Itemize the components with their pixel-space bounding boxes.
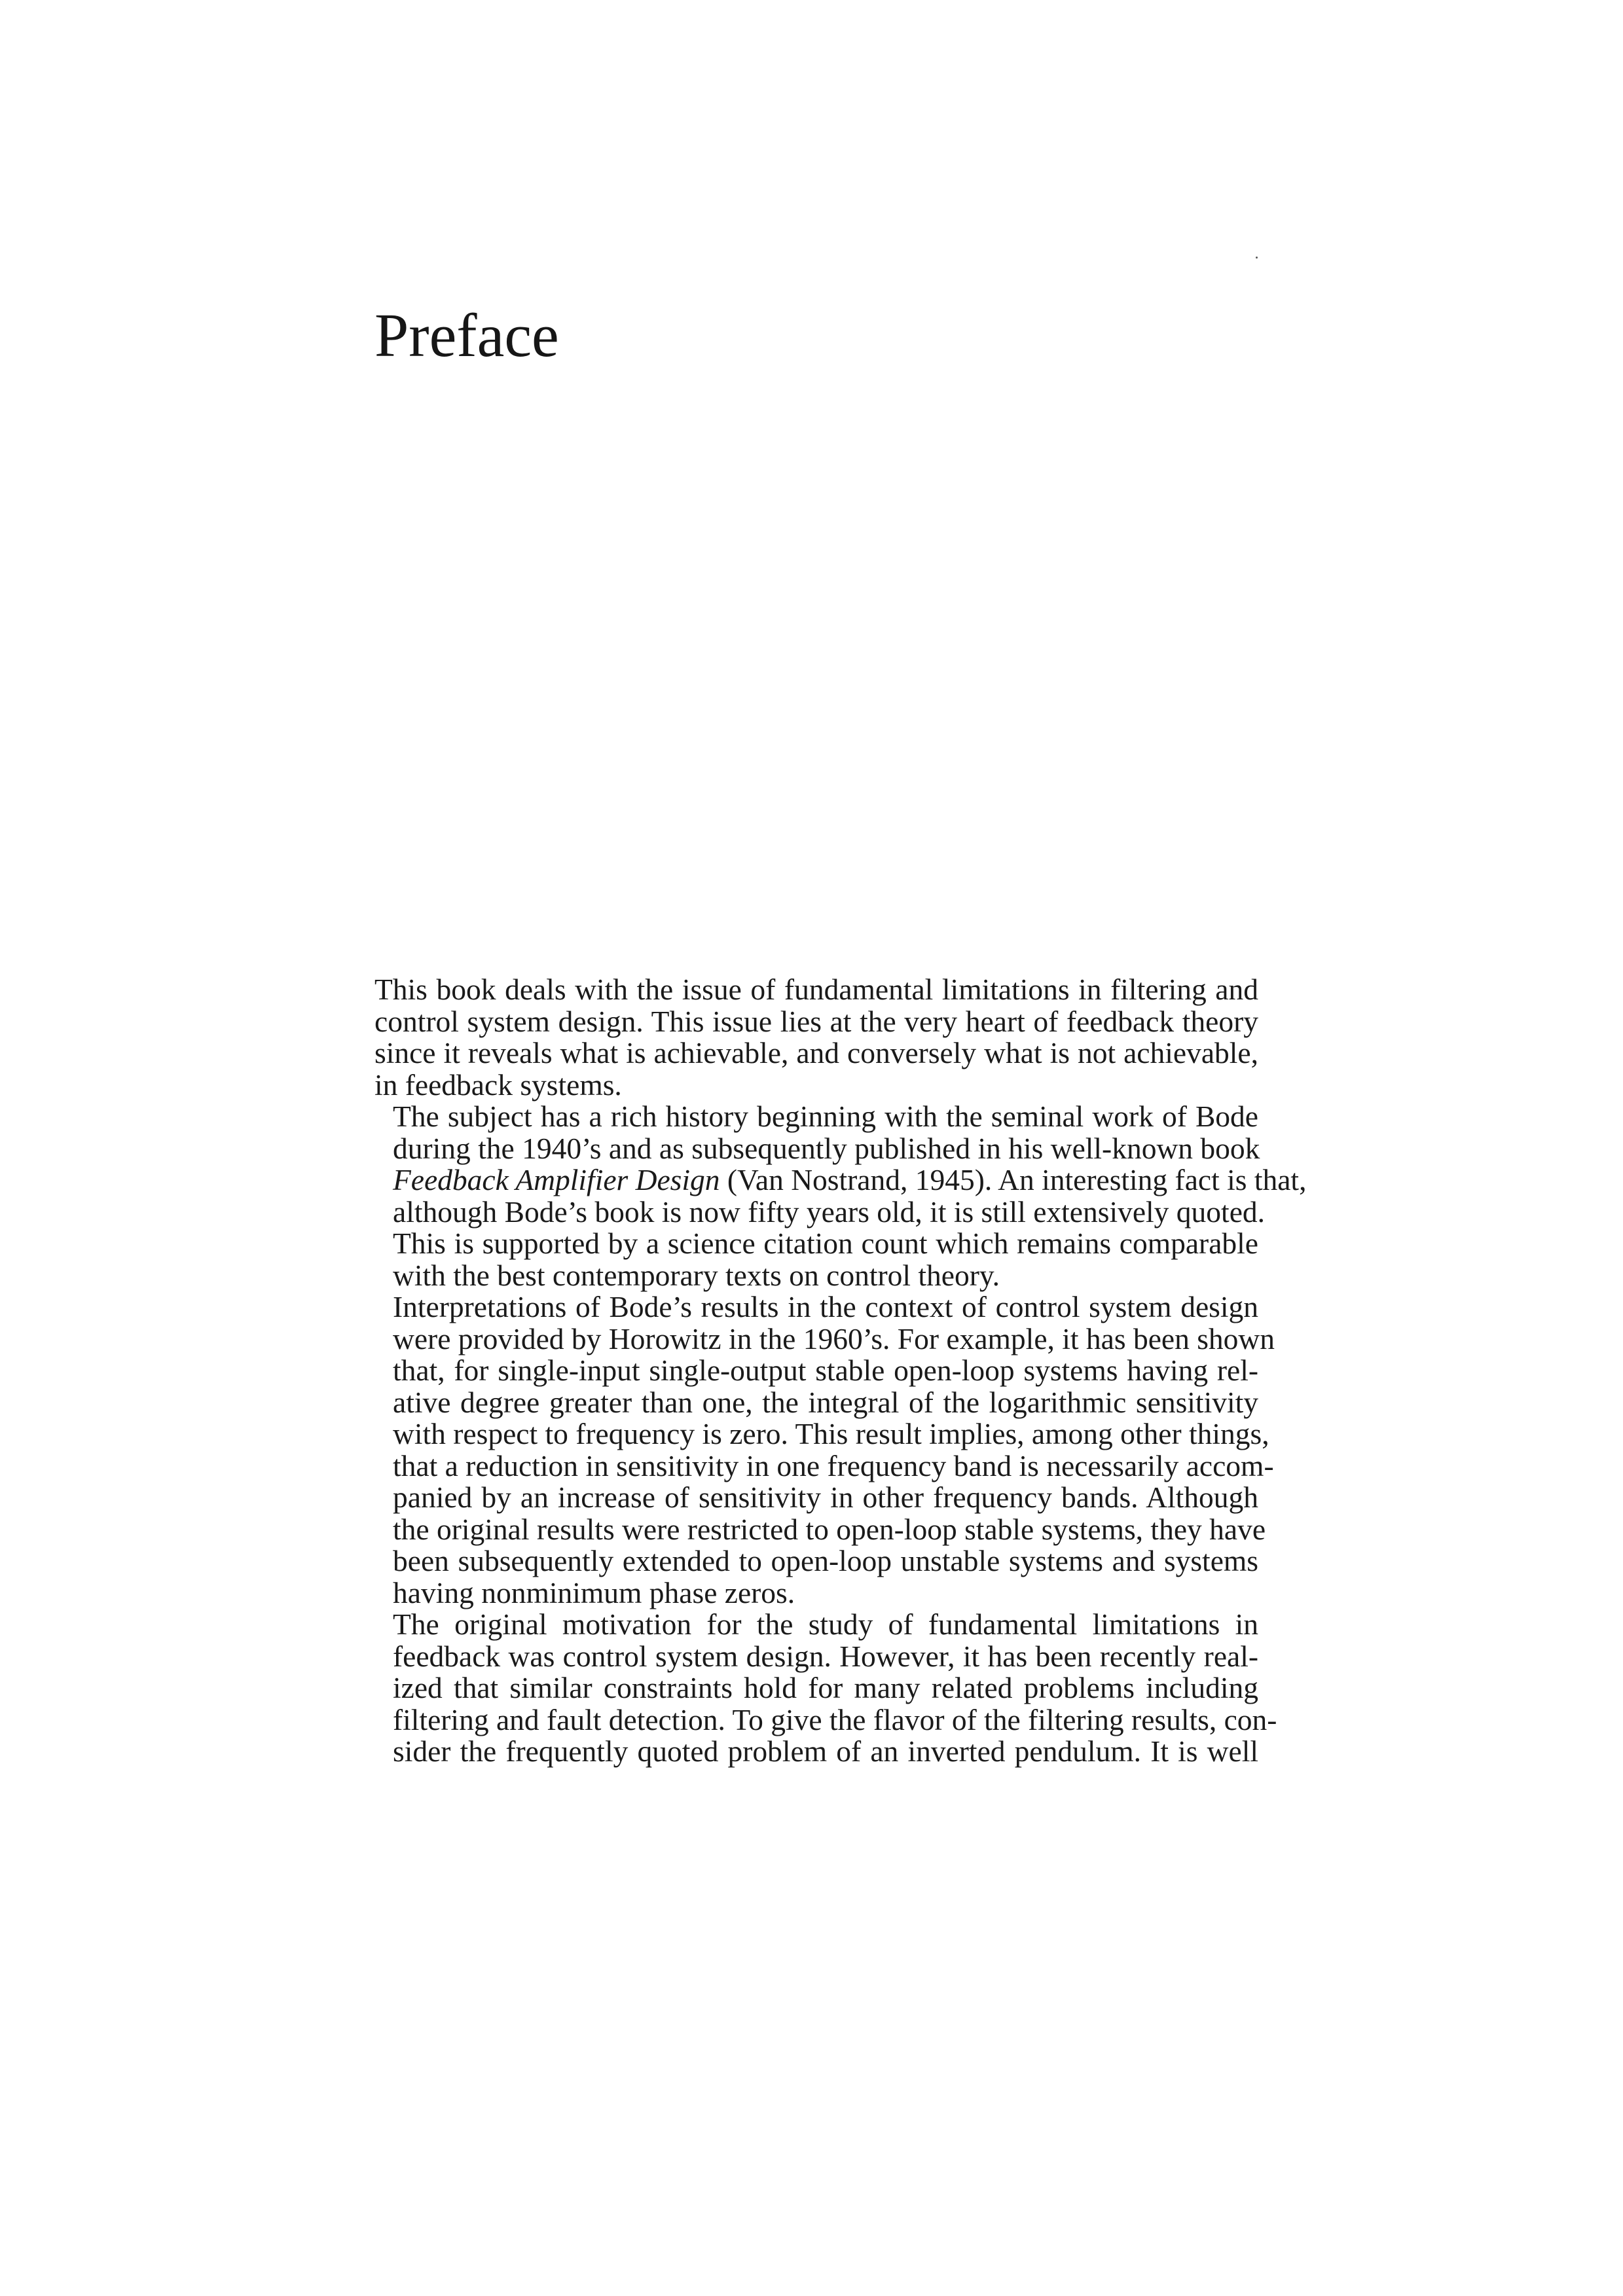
text-line: since it reveals what is achievable, and conversely what is not achievable, — [374, 1036, 1258, 1069]
text-line: This book deals with the issue of fundamental limitations in filtering and — [374, 973, 1258, 1006]
text-line: that a reduction in sensitivity in one frequency band is necessarily accom- — [393, 1448, 1274, 1482]
paragraph-1 — [374, 974, 1258, 1101]
paragraph-2 — [374, 1100, 1307, 1292]
text-line-with-book-title — [374, 1163, 1307, 1196]
page-title: Preface — [374, 302, 559, 370]
text-line: in feedback systems. — [374, 1067, 622, 1102]
text-line-rest: (Van Nostrand, 1945). An interesting fact is that, — [720, 1163, 1307, 1196]
paragraph-3 — [374, 1290, 1275, 1609]
text-line: although Bode’s book is now fifty years old, it is still extensively quoted. — [393, 1194, 1266, 1229]
text-line: sider the frequently quoted problem of an inverted pendulum. It is well — [393, 1734, 1258, 1768]
text-line: ative degree greater than one, the integral of the logarithmic sensitivity — [393, 1385, 1258, 1419]
text-line: filtering and fault detection. To give the flavor of the filtering results, con- — [393, 1702, 1277, 1736]
text-line: ized that similar constraints hold for many related problems including — [393, 1671, 1258, 1704]
text-line: with the best contemporary texts on control theory. — [393, 1258, 1000, 1292]
text-line: This is supported by a science citation count which remains comparable — [393, 1227, 1258, 1260]
text-line: the original results were restricted to open-loop stable systems, they have — [393, 1512, 1266, 1546]
text-line: during the 1940’s and as subsequently published in his well-known book — [393, 1131, 1260, 1165]
text-line: control system design. This issue lies at the very heart of feedback theory — [374, 1004, 1258, 1038]
page-speck — [1256, 257, 1258, 259]
book-title: Feedback Amplifier Design — [393, 1163, 720, 1196]
text-line: that, for single-input single-output stable open-loop systems having rel- — [393, 1354, 1258, 1387]
text-line: been subsequently extended to open-loop unstable systems and systems — [393, 1544, 1258, 1577]
text-line: The original motivation for the study of fundamental limitations in — [393, 1607, 1258, 1641]
text-line: were provided by Horowitz in the 1960’s. For example, it has been shown — [393, 1321, 1275, 1355]
text-line: having nonminimum phase zeros. — [393, 1575, 795, 1609]
text-line: feedback was control system design. However, it has been recently real- — [393, 1639, 1258, 1673]
text-line: The subject has a rich history beginning with the seminal work of Bode — [393, 1100, 1258, 1133]
text-line: Interpretations of Bode’s results in the context of control system design — [393, 1290, 1258, 1323]
text-line: panied by an increase of sensitivity in other frequency bands. Although — [393, 1480, 1258, 1514]
paragraph-4 — [374, 1607, 1277, 1768]
preface-body — [374, 973, 1307, 1768]
text-line: with respect to frequency is zero. This result implies, among other things, — [393, 1417, 1269, 1450]
